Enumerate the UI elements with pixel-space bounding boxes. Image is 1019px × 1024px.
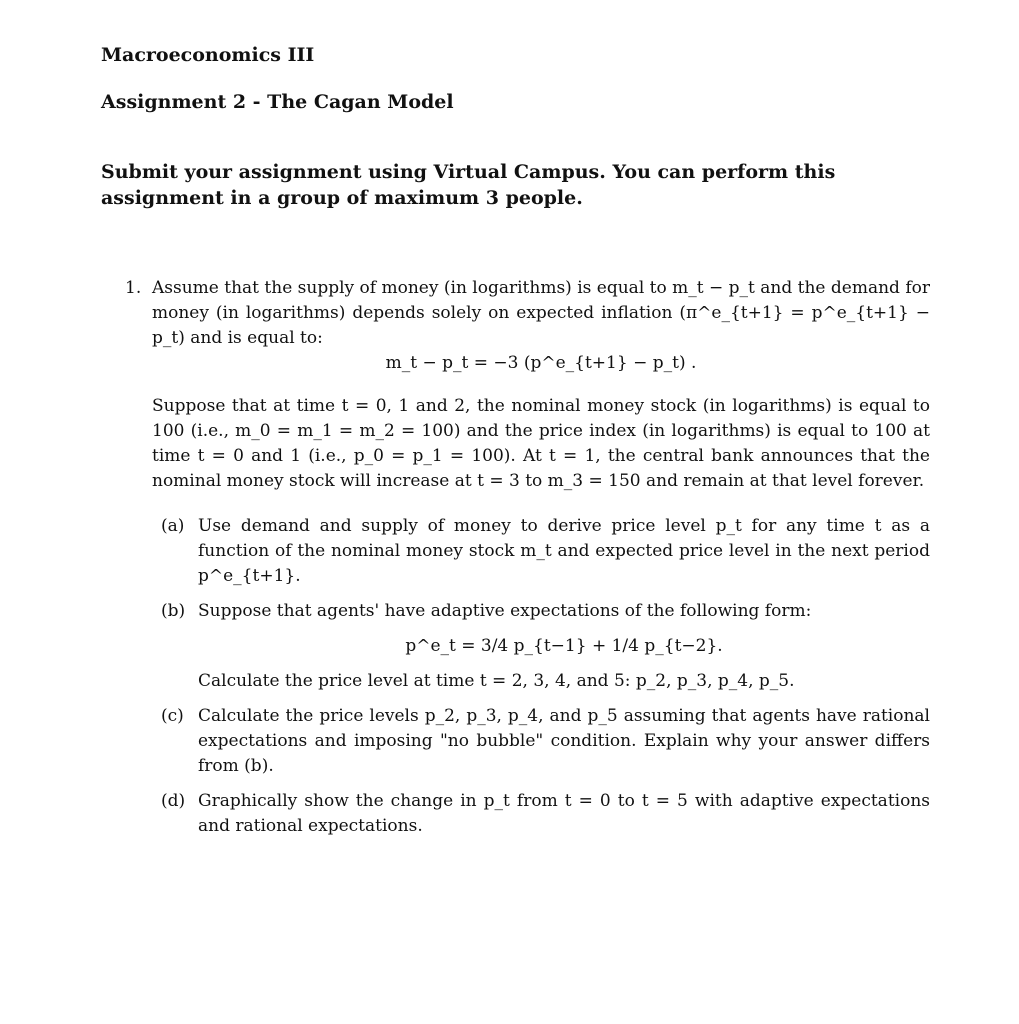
part-label: (d) bbox=[161, 791, 186, 811]
assignment-title: Assignment 2 - The Cagan Model bbox=[101, 91, 454, 113]
part-text: Suppose that agents' have adaptive expectations of the following form: bbox=[198, 601, 812, 621]
question-number: 1. bbox=[125, 278, 142, 298]
part-followup: Calculate the price level at time t = 2, 3, 4, and 5: p_2, p_3, p_4, p_5. bbox=[198, 671, 795, 691]
part-text: Use demand and supply of money to derive price level p_t for any time t as a function of the nominal money stock m_t and expected price level in the next period p^e_{t+1}. bbox=[198, 516, 930, 586]
course-title: Macroeconomics III bbox=[101, 44, 315, 66]
question-scenario: Suppose that at time t = 0, 1 and 2, the nominal money stock (in logarithms) is equal to 100 (i.e., m_0 = m_1 = m_2 = 100) and the price index (in logarithms) is equal to 100 at time t = 0 and 1 (i.e., p_0 = p_1 = 100). At t = 1, the central bank announces that the nominal money stock will increase at t = 3 to m_3 = 150 and remain at that level forever. bbox=[152, 396, 930, 491]
money-demand-equation: m_t − p_t = −3 (p^e_{t+1} − p_t) . bbox=[385, 353, 697, 373]
part-text: Calculate the price levels p_2, p_3, p_4, and p_5 assuming that agents have rational expectations and imposing "no bubble" condition. Explain why your answer differs from (b). bbox=[198, 706, 930, 776]
part-label: (b) bbox=[161, 601, 186, 621]
question-body bbox=[152, 276, 930, 839]
submission-instructions: Submit your assignment using Virtual Campus. You can perform this assignment in a group of maximum 3 people. bbox=[101, 161, 836, 209]
part-b bbox=[152, 599, 930, 694]
question-intro: Assume that the supply of money (in logarithms) is equal to m_t − p_t and the demand for money (in logarithms) depends solely on expected inflation (π^e_{t+1} = p^e_{t+1} − p_t) and is equal to: bbox=[152, 278, 930, 348]
adaptive-expectations-equation: p^e_t = 3/4 p_{t−1} + 1/4 p_{t−2}. bbox=[405, 636, 723, 656]
part-a bbox=[152, 514, 930, 589]
part-c bbox=[152, 704, 930, 779]
part-d bbox=[152, 789, 930, 839]
part-label: (c) bbox=[161, 706, 184, 726]
part-text: Graphically show the change in p_t from t = 0 to t = 5 with adaptive expectations and rational expectations. bbox=[198, 791, 930, 836]
part-label: (a) bbox=[161, 516, 185, 536]
